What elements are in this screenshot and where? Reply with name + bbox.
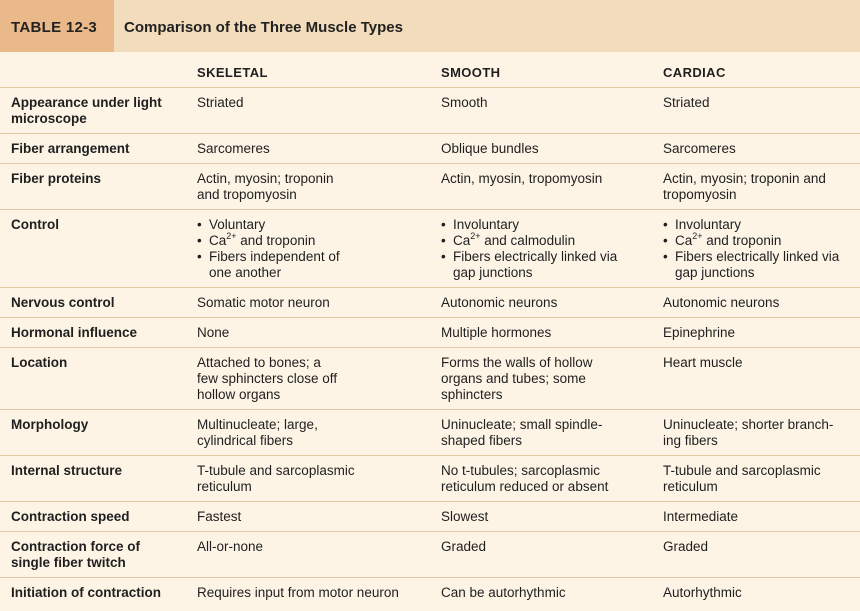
list-item: • Voluntary: [197, 217, 266, 232]
cell-cardiac: Epinephrine: [653, 318, 860, 348]
cell-smooth: Actin, myosin, tropomyosin: [431, 164, 653, 210]
table-row: [0, 88, 860, 134]
cell-skeletal: [187, 210, 431, 288]
cell-cardiac: Sarcomeres: [653, 134, 860, 164]
row-header: Initiation of contraction: [0, 578, 187, 608]
cell-skeletal: Attached to bones; a few sphincters close off hollow organs: [187, 348, 431, 410]
table-row: [0, 502, 860, 532]
cell-skeletal: T-tubule and sarcoplasmic reticulum: [187, 456, 431, 502]
cell-skeletal: All-or-none: [187, 532, 431, 578]
list-item: • $Ca^{2+}$ and calmodulin: [441, 231, 576, 248]
cell-cardiac: [653, 210, 860, 288]
comparison-table: [0, 56, 860, 608]
table-number-label: TABLE 12-3: [11, 19, 98, 36]
bullet-list: [441, 217, 653, 281]
cell-smooth: Can be autorhythmic: [431, 578, 653, 608]
row-header: Fiber arrangement: [0, 134, 187, 164]
column-header-skeletal: SKELETAL: [197, 65, 268, 80]
table-row: [0, 210, 860, 288]
row-header: Location: [0, 348, 187, 410]
bullet-list: [663, 217, 860, 281]
table-row: [0, 134, 860, 164]
list-item: • $Ca^{2+}$ and troponin: [663, 231, 782, 248]
row-header: Nervous control: [0, 288, 187, 318]
cell-smooth: Uninucleate; small spindle- shaped fibers: [431, 410, 653, 456]
row-header: Fiber proteins: [0, 164, 187, 210]
table-row: [0, 578, 860, 608]
cell-smooth: Forms the walls of hollow organs and tubes; some sphincters: [431, 348, 653, 410]
table-title: Comparison of the Three Muscle Types: [124, 19, 403, 36]
cell-smooth: [431, 210, 653, 288]
column-header-cardiac: CARDIAC: [663, 65, 726, 80]
row-header: Morphology: [0, 410, 187, 456]
cell-smooth: Smooth: [431, 88, 653, 134]
cell-cardiac: Uninucleate; shorter branch- ing fibers: [653, 410, 860, 456]
cell-skeletal: Multinucleate; large, cylindrical fibers: [187, 410, 431, 456]
cell-skeletal: Requires input from motor neuron: [187, 578, 431, 608]
table-title-bar: [0, 0, 860, 52]
cell-cardiac: Intermediate: [653, 502, 860, 532]
cell-smooth: Oblique bundles: [431, 134, 653, 164]
cell-smooth: Slowest: [431, 502, 653, 532]
table-row: [0, 410, 860, 456]
list-item: • Involuntary: [663, 217, 742, 232]
list-item: • Involuntary: [441, 217, 520, 232]
table-label-box: [0, 0, 114, 52]
cell-cardiac: Autorhythmic: [653, 578, 860, 608]
cell-cardiac: Heart muscle: [653, 348, 860, 410]
list-item: • $Ca^{2+}$ and troponin: [197, 231, 316, 248]
table-row: [0, 348, 860, 410]
feature-column-header: [0, 56, 187, 88]
cell-skeletal: Actin, myosin; troponin and tropomyosin: [187, 164, 431, 210]
row-header: Hormonal influence: [0, 318, 187, 348]
bullet-list: [197, 217, 431, 281]
cell-skeletal: Striated: [187, 88, 431, 134]
list-item: • Fibers independent of one another: [197, 249, 340, 280]
column-header-row: [0, 56, 860, 88]
cell-smooth: Multiple hormones: [431, 318, 653, 348]
cell-smooth: Autonomic neurons: [431, 288, 653, 318]
row-header: Internal structure: [0, 456, 187, 502]
cell-smooth: No t-tubules; sarcoplasmic reticulum reduced or absent: [431, 456, 653, 502]
column-header-smooth: SMOOTH: [441, 65, 501, 80]
cell-cardiac: T-tubule and sarcoplasmic reticulum: [653, 456, 860, 502]
table-row: [0, 164, 860, 210]
table-row: [0, 456, 860, 502]
cell-skeletal: Sarcomeres: [187, 134, 431, 164]
row-header: Appearance under light microscope: [0, 88, 187, 134]
cell-skeletal: Fastest: [187, 502, 431, 532]
row-header: Control: [0, 210, 187, 288]
table-row: [0, 532, 860, 578]
cell-cardiac: Actin, myosin; troponin and tropomyosin: [653, 164, 860, 210]
cell-skeletal: None: [187, 318, 431, 348]
row-header: Contraction force of single fiber twitch: [0, 532, 187, 578]
list-item: • Fibers electrically linked via gap junctions: [663, 249, 840, 280]
list-item: • Fibers electrically linked via gap junctions: [441, 249, 618, 280]
row-header: Contraction speed: [0, 502, 187, 532]
cell-skeletal: Somatic motor neuron: [187, 288, 431, 318]
cell-cardiac: Striated: [653, 88, 860, 134]
cell-cardiac: Autonomic neurons: [653, 288, 860, 318]
table-row: [0, 288, 860, 318]
cell-cardiac: Graded: [653, 532, 860, 578]
table-row: [0, 318, 860, 348]
cell-smooth: Graded: [431, 532, 653, 578]
